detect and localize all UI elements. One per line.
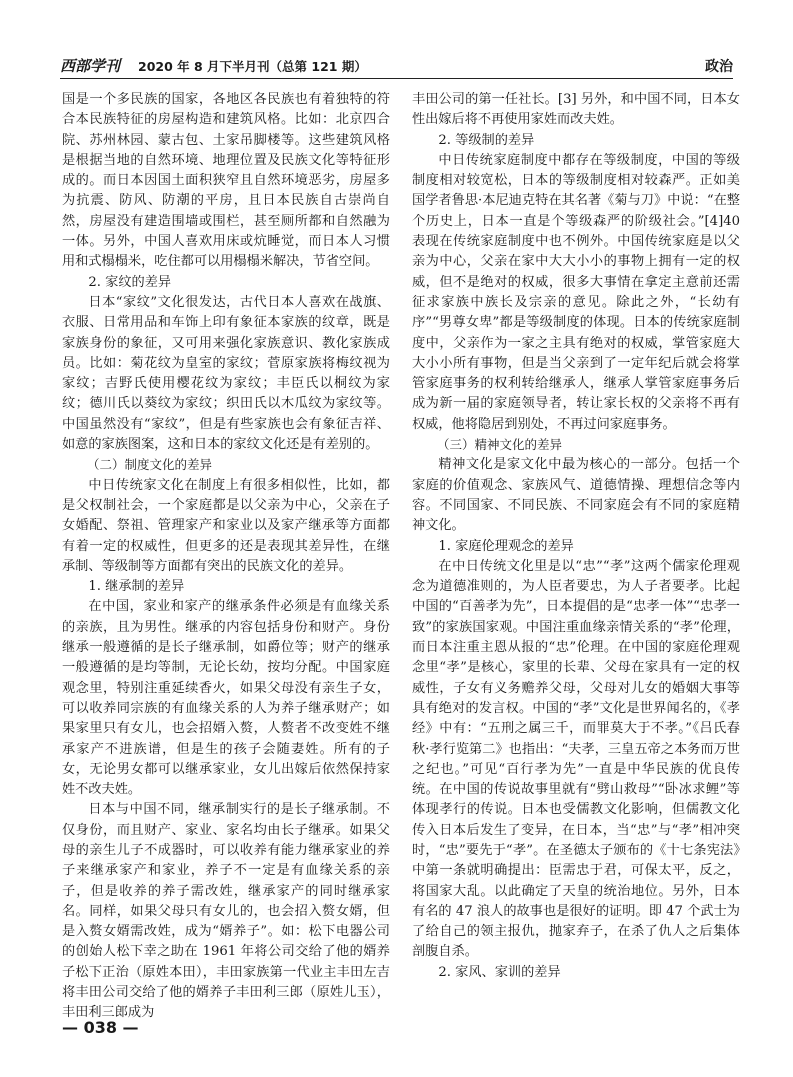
continued-paragraph: 丰田公司的第一任社长。[3] 另外，和中国不同，日本女性出嫁后将不再使用家姓而改夫姓。 — [412, 92, 740, 128]
continued-paragraph: 国是一个多民族的国家，各地区各民族也有着独特的符合本民族特征的房屋构造和建筑风格。比如：北京四合院、苏州林园、蒙古包、土家吊脚楼等。这些建筑风格是根据当地的自然环境、地理位置及民族文化等特征形成的。而日本因国土面积狭窄且自然环境恶劣，房屋多为抗震、防风、防潮的平房，且日本民族自古崇尚自然，房屋没有建造围墙或围栏，甚至厕所都和自然融为一体。另外，中国人喜欢用床或炕睡觉，而日本人习惯用和式榻榻米，吃住都可以用榻榻米解决，节省空间。 — [62, 92, 390, 270]
subsection-heading: 2. 家风、家训的差异 — [438, 964, 561, 980]
paragraph: 在中国，家业和家产的继承条件必须是有血缘关系的亲族，且为男性。继承的内容包括身份和财产。身份继承一般遵循的是长子继承制，如爵位等；财产的继承一般遵循的是均等制，无论长幼，按均分配。中国家庭观念里，特别注重延续香火，如果父母没有亲生子女，可以收养同宗族的有血缘关系的人为养子继承财产；如果家里只有女儿，也会招婿入赘，人赘者不改变姓不继承家产不进族谱，但是生的孩子会随妻姓。所有的子女，无论男女都可以继承家业，女儿出嫁后依然保持家姓不改夫姓。 — [62, 599, 390, 798]
subsection-heading: 1. 家庭伦理观念的差异 — [438, 538, 574, 554]
page-number: — 038 — — [62, 1018, 139, 1037]
paragraph: 日本与中国不同，继承制实行的是长子继承制。不仅身份，而且财产、家业、家名均由长子继承。如果父母的亲生儿子不成器时，可以收养有能力继承家业的养子来继承家产和家业，养子不一定是有血缘关系的亲子，但是收养的养子需改姓，继承家产的同时继承家名。同样，如果父母只有女儿的，也会招入赘女婿，但是入赘女婿需改姓，成为“婿养子”。如：松下电器公司的创始人松下幸之助在 1961 年将公司交给了他的婿养子松下正治（原姓本田），丰田家族第一代业主丰田左吉将丰田公司交给了他的婿养子丰田利三郎（原姓儿玉），丰田利三郎成为 — [62, 802, 390, 1021]
right-column — [412, 90, 740, 1010]
subsection-heading: 2. 等级制的差异 — [438, 132, 535, 148]
section-heading: （二）制度文化的差异 — [87, 457, 213, 473]
paragraph: 在中日传统文化里是以“忠”“孝”这两个儒家伦理观念为道德准则的，为人臣者要忠，为人子者要孝。比起中国的“百善孝为先”，日本提倡的是“忠孝一体”“忠孝一致”的家族国家观。中国注重血缘亲情关系的“孝”伦理，而日本注重主恩从报的“忠”伦理。在中国的家庭伦理观念里“孝”是核心，家里的长辈、父母在家具有一定的权威性，子女有义务赡养父母，父母对儿女的婚姻大事等具有绝对的发言权。中国的“孝”文化是世界闻名的，《孝经》中有：“五刑之属三千，而罪莫大于不孝。”《吕氏春秋·孝行览第二》也指出：“夫孝，三皇五帝之本务而万世之纪也。”可见“百行孝为先”一直是中华民族的优良传统。在中国的传说故事里就有“劈山救母”“卧冰求鲤”等体现孝行的传说。日本也受儒教文化影响，但儒教文化传入日本后发生了变异，在日本，当“忠”与“孝”相冲突时，“忠”要先于“孝”。在圣德太子颁布的《十七条宪法》中第一条就明确提出：臣需忠于君，可保太平，反之，将国家大乱。以此确定了天皇的统治地位。另外，日本有名的 47 浪人的故事也是很好的证明。即 47 个武士为了给自己的领主报仇，抛家弃子，在杀了仇人之后集体剖腹自杀。 — [412, 558, 740, 960]
paragraph: 精神文化是家文化中最为核心的一部分。包括一个家庭的价值观念、家族风气、道德情操、理想信念等内容。不同国家、不同民族、不同家庭会有不同的家庭精神文化。 — [412, 457, 740, 534]
paragraph: 中日传统家庭制度中都存在等级制度，中国的等级制度相对较宽松，日本的等级制度相对较森严。正如美国学者鲁思·本尼迪克特在其名著《菊与刀》中说：“在整个历史上，日本一直是个等级森严的阶级社会。”[4]40 表现在传统家庭制度中也不例外。中国传统家庭是以父亲为中心，父亲在家中大大小小的事物上拥有一定的权威，但不是绝对的权威，很多大事情在拿定主意前还需征求家族中族长及宗亲的意见。除此之外，“长幼有序”“男尊女卑”都是等级制度的体现。日本的传统家庭制度中，父亲作为一家之主具有绝对的权威，掌管家庭大大小小所有事物，但是当父亲到了一定年纪后就会将掌管家庭事务的权利转给继承人，继承人掌管家庭事务后成为新一届的家庭领导者，转让家长权的父亲将不再有权威，他将隐居到别处，不再过问家庭事务。 — [412, 152, 740, 432]
left-column — [62, 90, 390, 1021]
subsection-heading: 1. 继承制的差异 — [88, 579, 185, 595]
paragraph: 日本“家纹”文化很发达，古代日本人喜欢在战旗、衣服、日常用品和车饰上印有象征本家族的纹章，既是家族身份的象征，又可用来强化家族意识、教化家族成员。比如：菊花纹为皇室的家纹；菅原家族将梅纹视为家纹；吉野氏使用樱花纹为家纹；丰臣氏以桐纹为家纹；德川氏以葵纹为家纹；织田氏以木瓜纹为家纹等。中国虽然没有“家纹”，但是有些家族也会有象征吉祥、如意的家族图案，这和日本的家纹文化还是有差别的。 — [62, 294, 390, 453]
issue-info: 2020 年 8 月下半月刊（总第 121 期） — [138, 59, 367, 74]
section-title: 政治 — [705, 59, 733, 75]
section-heading: （三）精神文化的差异 — [437, 437, 563, 453]
journal-logo: 西部学刊 — [60, 57, 121, 75]
paragraph: 中日传统家文化在制度上有很多相似性，比如，都是父权制社会，一个家庭都是以父亲为中心，父亲在子女婚配、祭祖、管理家产和家业以及家产继承等方面都有着一定的权威性，但更多的还是表现其差异性，在继承制、等级制等方面都有突出的民族文化的差异。 — [62, 477, 390, 574]
subsection-heading: 2. 家纹的差异 — [88, 274, 172, 290]
page-header — [60, 52, 733, 79]
